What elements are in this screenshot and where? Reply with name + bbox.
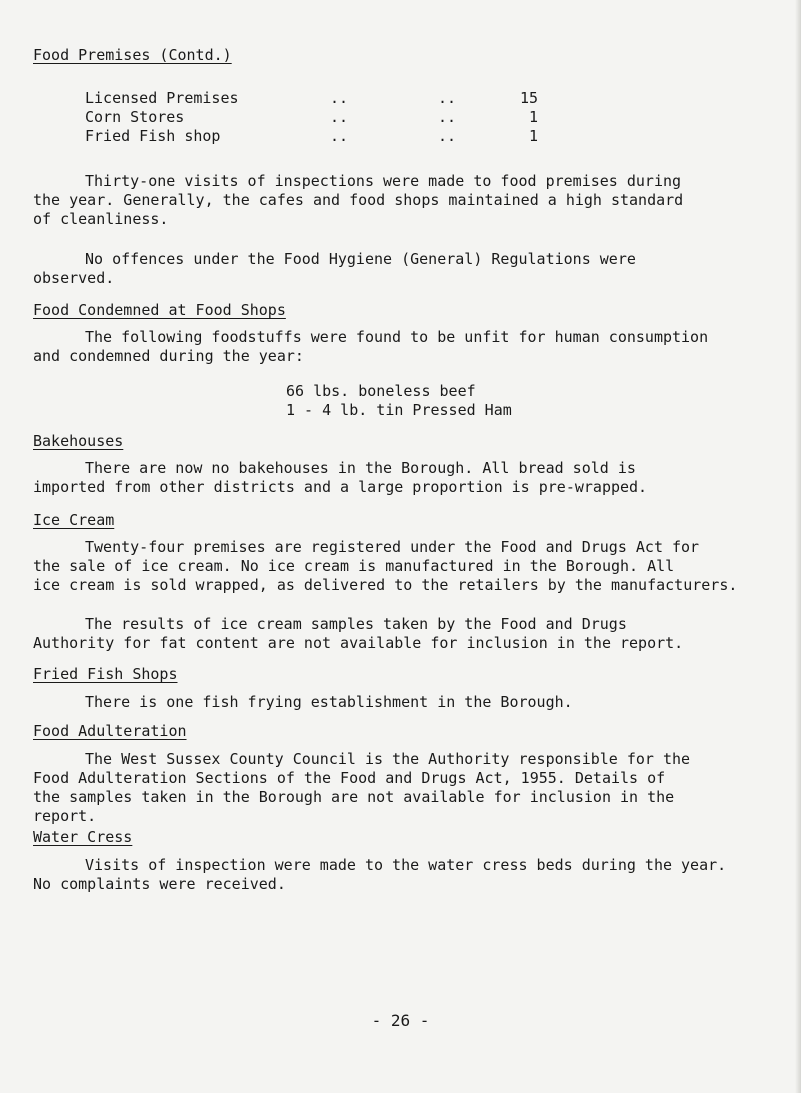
text-line: of cleanliness. <box>33 210 169 228</box>
text-line: The following foodstuffs were found to be unfit for human consumption <box>85 328 709 346</box>
text-line: Twenty-four premises are registered under the Food and Drugs Act for <box>85 538 700 556</box>
food-condemned-paragraph <box>33 328 793 366</box>
section-heading-food-condemned: Food Condemned at Food Shops <box>33 301 286 319</box>
bakehouses-paragraph <box>33 459 793 497</box>
table-row <box>85 127 538 146</box>
section-heading-water-cress: Water Cress <box>33 828 133 846</box>
leader-dots: .. <box>438 89 457 107</box>
section-heading-food-adulteration: Food Adulteration <box>33 722 187 740</box>
text-line: imported from other districts and a large proportion is pre-wrapped. <box>33 478 648 496</box>
text-line: No complaints were received. <box>33 875 286 893</box>
text-line: the year. Generally, the cafes and food shops maintained a high standard <box>33 191 684 209</box>
text-line: The results of ice cream samples taken by the Food and Drugs <box>85 615 627 633</box>
section-heading-ice-cream: Ice Cream <box>33 511 115 529</box>
list-item: 1 - 4 lb. tin Pressed Ham <box>286 401 512 419</box>
page-title: Food Premises (Contd.) <box>33 46 232 64</box>
leader-dots: .. <box>330 89 349 107</box>
premises-count: 1 <box>528 127 538 145</box>
text-line: the sale of ice cream. No ice cream is manufactured in the Borough. All <box>33 557 675 575</box>
text-line: Food Adulteration Sections of the Food and Drugs Act, 1955. Details of <box>33 769 666 787</box>
list-item: 66 lbs. boneless beef <box>286 382 476 400</box>
page-edge-shadow <box>795 0 801 1093</box>
water-cress-paragraph <box>33 856 793 894</box>
section-heading-bakehouses: Bakehouses <box>33 432 124 450</box>
section-heading-fried-fish: Fried Fish Shops <box>33 665 178 683</box>
leader-dots: .. <box>330 108 349 126</box>
premises-name: Licensed Premises <box>85 89 239 107</box>
text-line: Visits of inspection were made to the water cress beds during the year. <box>85 856 727 874</box>
leader-dots: .. <box>438 108 457 126</box>
text-line: Authority for fat content are not available for inclusion in the report. <box>33 634 684 652</box>
text-line: There is one fish frying establishment in the Borough. <box>85 693 573 711</box>
table-row <box>85 89 538 108</box>
adulteration-paragraph <box>33 750 793 826</box>
premises-count: 1 <box>528 108 538 126</box>
page-number: - 26 - <box>371 1011 430 1030</box>
condemned-items-list <box>286 382 512 420</box>
ice-cream-paragraph <box>33 538 793 595</box>
fried-fish-paragraph <box>33 693 793 712</box>
leader-dots: .. <box>330 127 349 145</box>
text-line: and condemned during the year: <box>33 347 304 365</box>
intro-paragraph <box>33 172 793 229</box>
text-line: Thirty-one visits of inspections were made to food premises during <box>85 172 682 190</box>
premises-count: 15 <box>519 89 538 107</box>
text-line: report. <box>33 807 97 825</box>
text-line: ice cream is sold wrapped, as delivered to the retailers by the manufacturers. <box>33 576 738 594</box>
premises-table <box>85 89 538 146</box>
text-line: There are now no bakehouses in the Borough. All bread sold is <box>85 459 636 477</box>
text-line: No offences under the Food Hygiene (General) Regulations were <box>85 250 636 268</box>
ice-cream-results-paragraph <box>33 615 793 653</box>
offences-paragraph <box>33 250 793 288</box>
premises-name: Corn Stores <box>85 108 185 126</box>
premises-name: Fried Fish shop <box>85 127 221 145</box>
text-line: observed. <box>33 269 115 287</box>
leader-dots: .. <box>438 127 457 145</box>
text-line: the samples taken in the Borough are not available for inclusion in the <box>33 788 675 806</box>
text-line: The West Sussex County Council is the Authority responsible for the <box>85 750 691 768</box>
table-row <box>85 108 538 127</box>
